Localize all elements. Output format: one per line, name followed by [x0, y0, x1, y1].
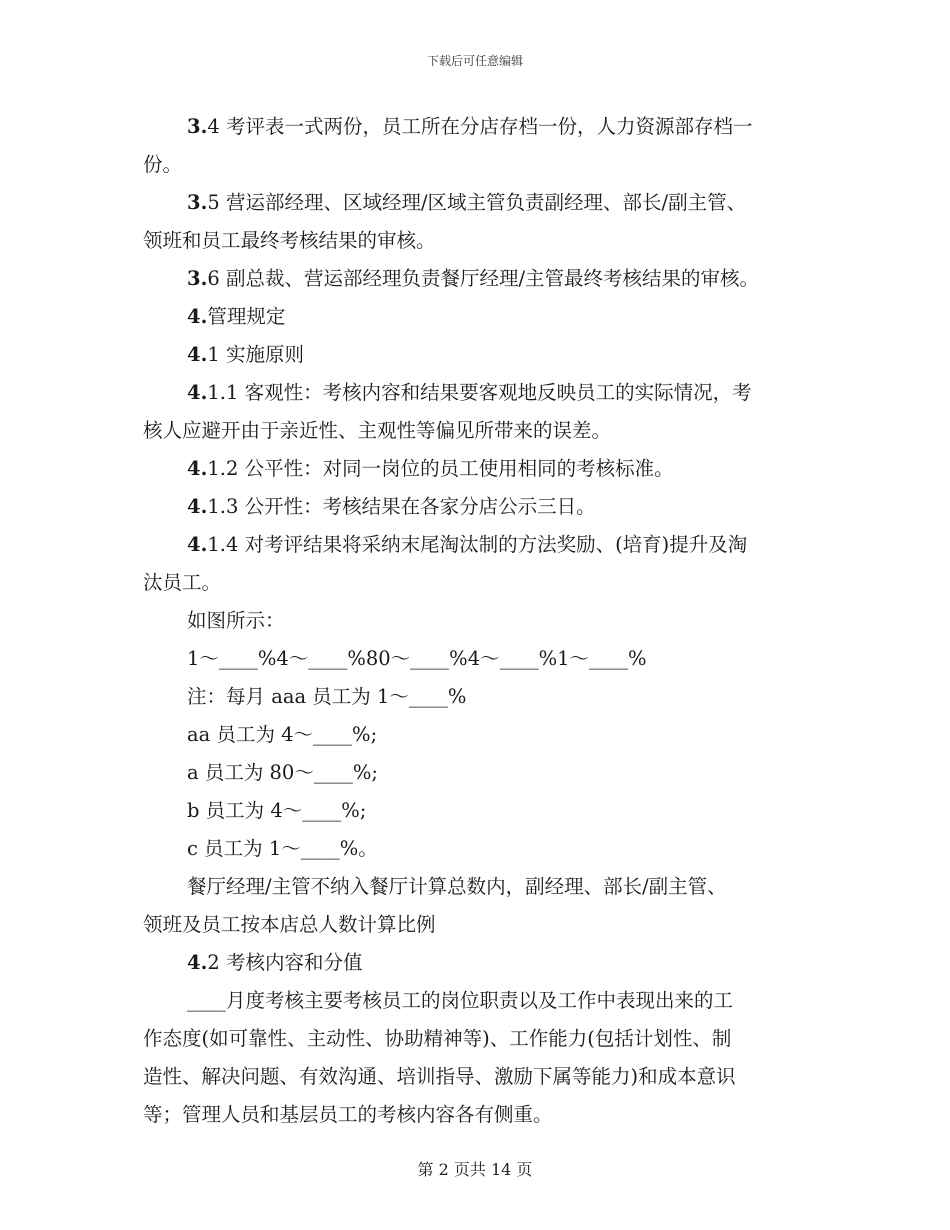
paragraph-line: [143, 906, 823, 944]
section-heading: [143, 298, 823, 336]
line-text: 1.4 对考评结果将采纳末尾淘汰制的方法奖励、(培育)提升及淘: [207, 533, 748, 556]
paragraph-line: [143, 982, 823, 1020]
section-number: 4.: [187, 305, 208, 328]
paragraph-line: [143, 602, 823, 640]
line-text: 作态度(如可靠性、主动性、协助精神等)、工作能力(包括计划性、制: [143, 1027, 732, 1050]
paragraph-line: [143, 260, 823, 298]
paragraph-line: [143, 222, 823, 260]
section-number: 4.: [187, 381, 208, 404]
line-text: 6 副总裁、营运部经理负责餐厅经理/主管最终考核结果的审核。: [207, 267, 760, 290]
line-text: 1～____%4～____%80～____%4～____%1～____%: [187, 647, 647, 670]
line-text: 如图所示：: [187, 609, 285, 632]
line-text: 1.1 客观性：考核内容和结果要客观地反映员工的实际情况，考: [207, 381, 752, 404]
paragraph-line: [143, 526, 823, 564]
note-line: [143, 678, 823, 716]
paragraph-line: [143, 564, 823, 602]
section-number: 3.: [187, 267, 208, 290]
paragraph-line: [143, 184, 823, 222]
line-text: 餐厅经理/主管不纳入餐厅计算总数内，副经理、部长/副主管、: [187, 875, 727, 898]
line-text: 5 营运部经理、区域经理/区域主管负责副经理、部长/副主管、: [207, 191, 747, 214]
paragraph-line: [143, 1020, 823, 1058]
note-line: [143, 754, 823, 792]
paragraph-line: [143, 412, 823, 450]
line-text: 领班及员工按本店总人数计算比例: [143, 913, 436, 936]
line-text: 汰员工。: [143, 571, 222, 594]
note-line: [143, 792, 823, 830]
section-number: 4.: [187, 951, 208, 974]
section-number: 4.: [187, 457, 208, 480]
line-text: 注：每月 aaa 员工为 1～____%: [187, 685, 467, 708]
paragraph-line: [143, 1096, 823, 1134]
line-text: c 员工为 1～____%。: [187, 837, 378, 860]
line-text: 份。: [143, 153, 183, 176]
paragraph-line: [143, 488, 823, 526]
section-number: 3.: [187, 191, 208, 214]
section-number: 4.: [187, 343, 208, 366]
line-text: 管理规定: [207, 305, 286, 328]
page-header: 下载后可任意编辑: [426, 54, 523, 68]
line-text: a 员工为 80～____%;: [187, 761, 378, 784]
line-text: 造性、解决问题、有效沟通、培训指导、激励下属等能力)和成本意识: [143, 1065, 736, 1088]
subsection-heading: [143, 944, 823, 982]
page-footer: 第 2 页共 14 页: [417, 1160, 533, 1179]
line-text: 2 考核内容和分值: [207, 951, 363, 974]
subsection-heading: [143, 336, 823, 374]
paragraph-line: [143, 868, 823, 906]
note-line: [143, 830, 823, 868]
line-text: ____月度考核主要考核员工的岗位职责以及工作中表现出来的工: [187, 989, 734, 1012]
section-number: 4.: [187, 495, 208, 518]
line-text: 领班和员工最终考核结果的审核。: [143, 229, 436, 252]
line-text: aa 员工为 4～____%;: [187, 723, 378, 746]
line-text: 核人应避开由于亲近性、主观性等偏见所带来的误差。: [143, 419, 612, 442]
section-number: 3.: [187, 115, 208, 138]
note-line: [143, 716, 823, 754]
section-number: 4.: [187, 533, 208, 556]
line-text: 4 考评表一式两份，员工所在分店存档一份，人力资源部存档一: [207, 115, 753, 138]
ratio-line: [143, 640, 823, 678]
paragraph-line: [143, 146, 823, 184]
paragraph-line: [143, 108, 823, 146]
paragraph-line: [143, 374, 823, 412]
paragraph-line: [143, 1058, 823, 1096]
line-text: 1 实施原则: [207, 343, 304, 366]
line-text: 1.3 公开性：考核结果在各家分店公示三日。: [207, 495, 596, 518]
line-text: 1.2 公平性：对同一岗位的员工使用相同的考核标准。: [207, 457, 674, 480]
line-text: b 员工为 4～____%;: [187, 799, 367, 822]
paragraph-line: [143, 450, 823, 488]
line-text: 等；管理人员和基层员工的考核内容各有侧重。: [143, 1103, 553, 1126]
document-body: [143, 108, 823, 1134]
